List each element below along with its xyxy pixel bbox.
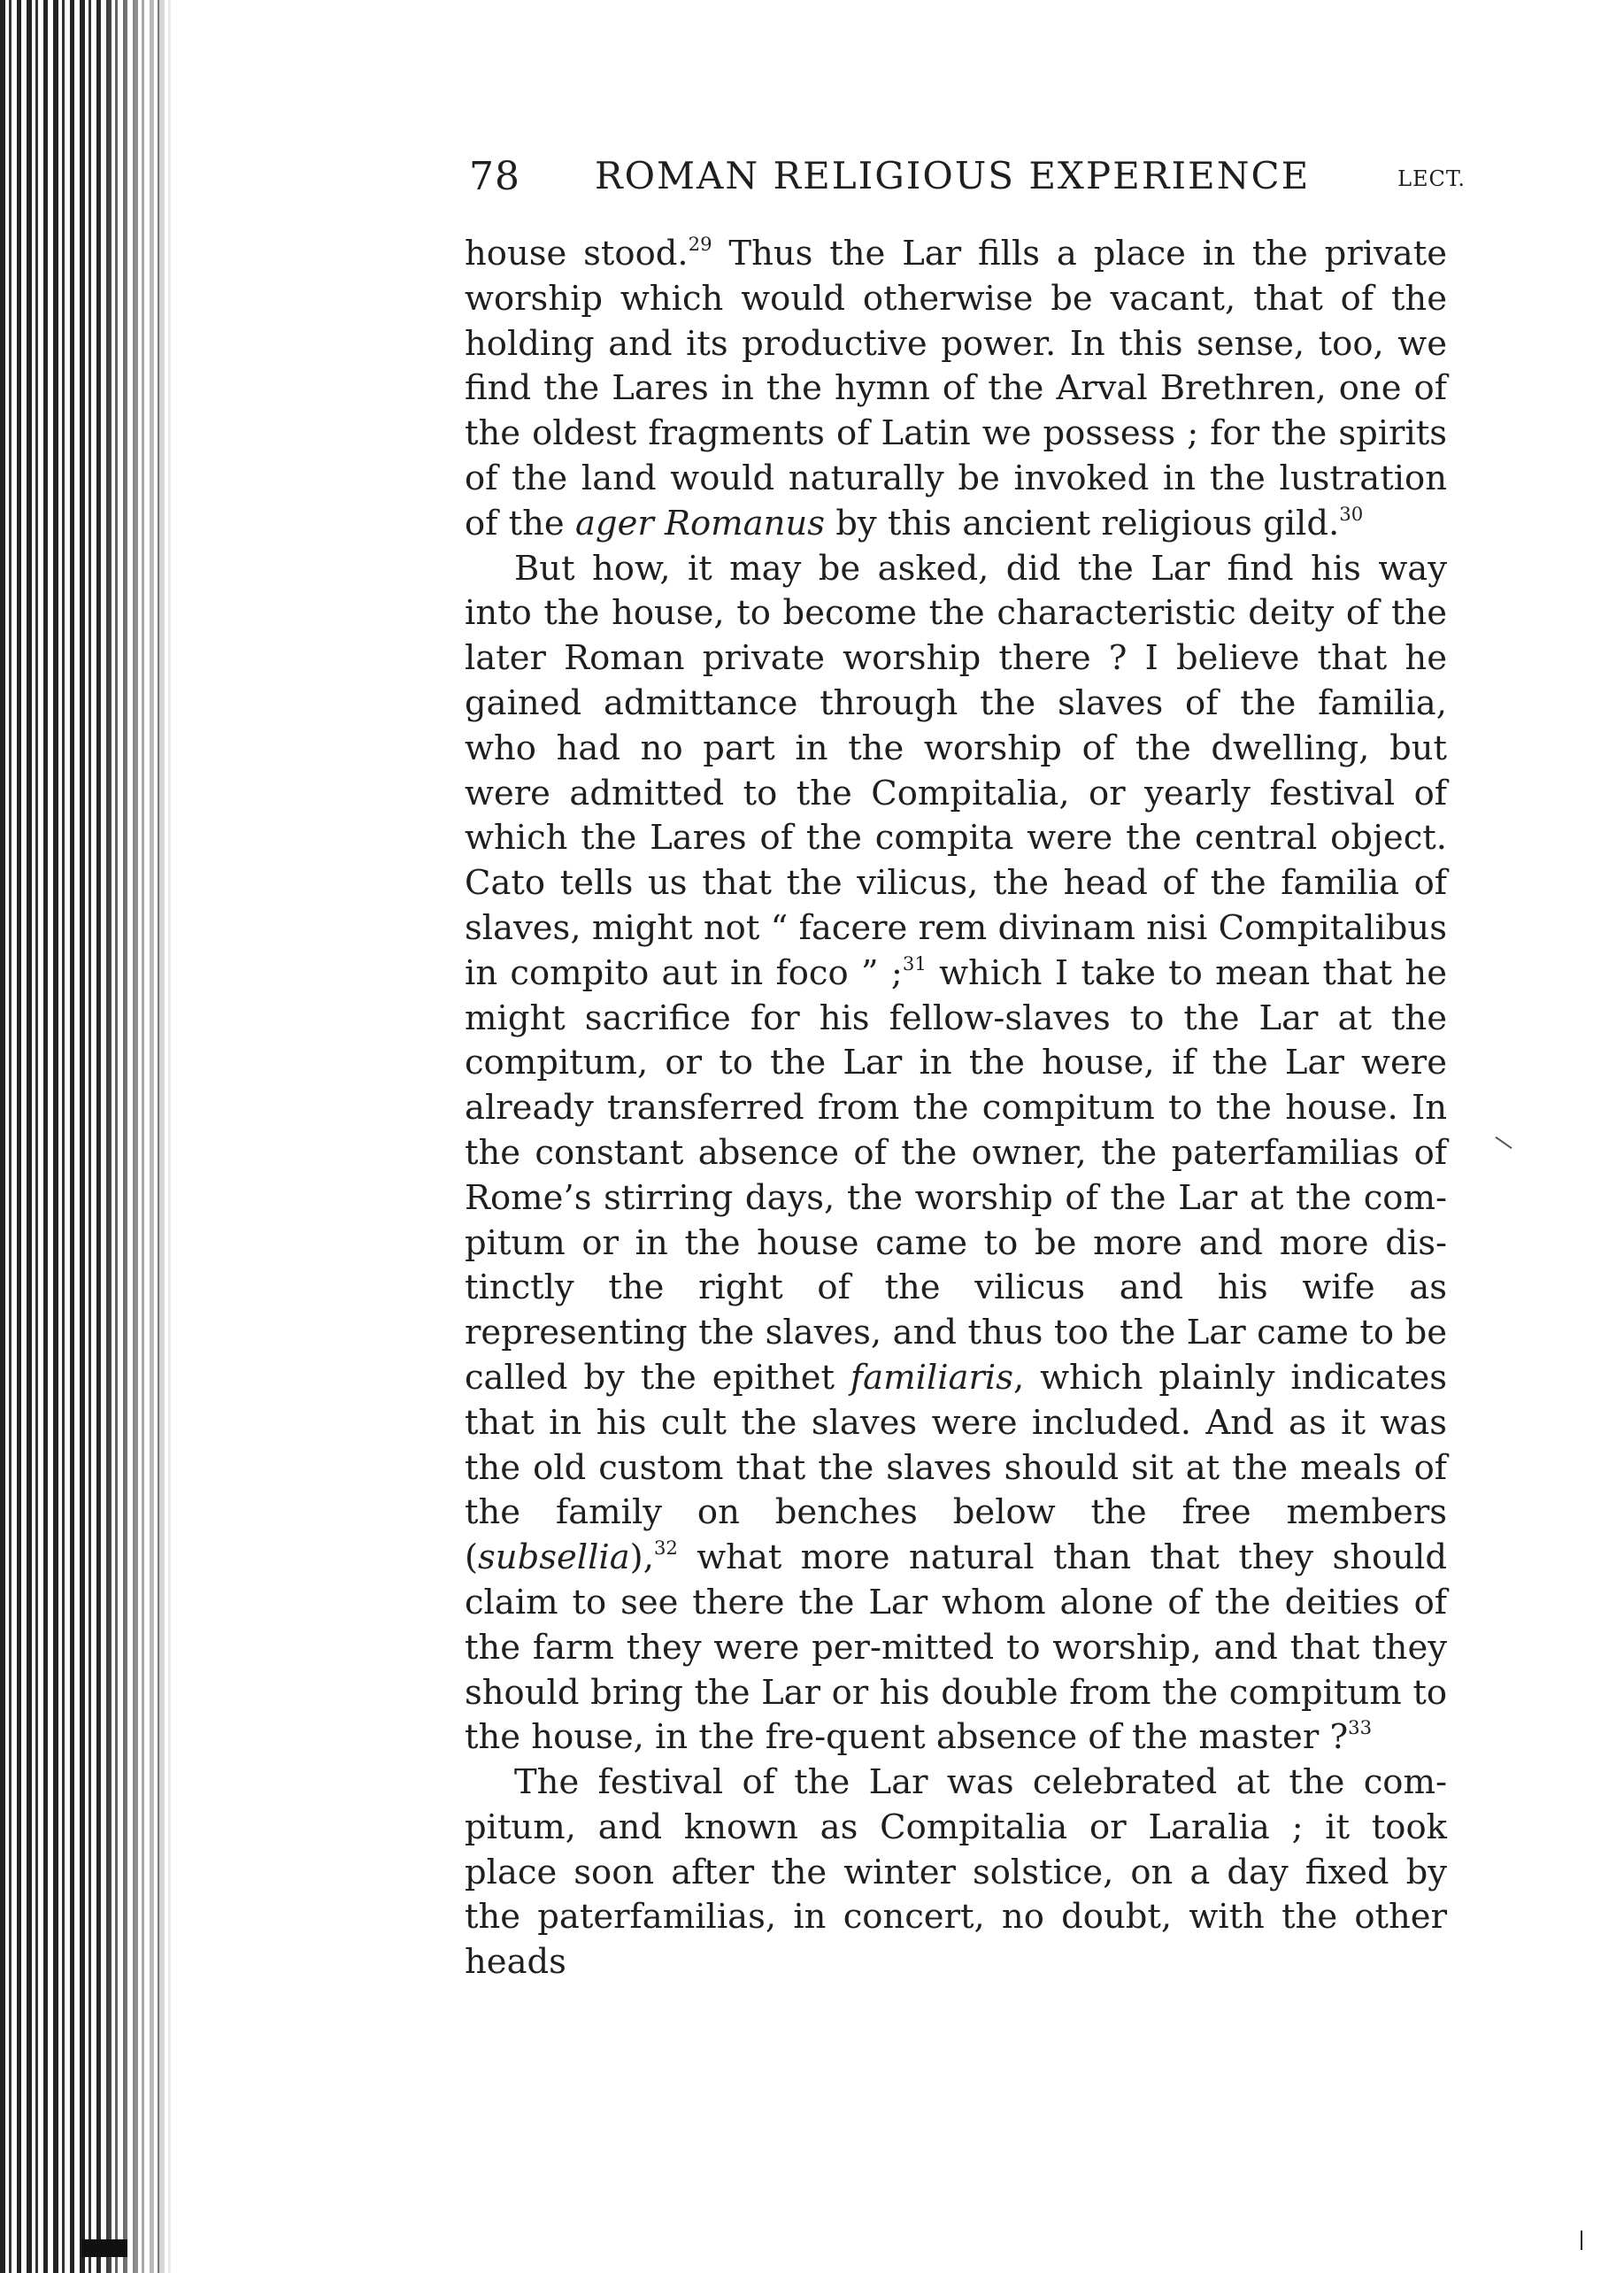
paragraph-2	[465, 547, 1447, 1761]
binding-scan-mark	[81, 2239, 127, 2257]
running-title: ROMAN RELIGIOUS EXPERIENCE	[595, 154, 1311, 197]
paragraph-text: which I take to mean that he might sacrifice for his fellow-slaves to the Lar at the compitum, or to the Lar in the house, if the Lar were already transferred from the compitum to the house. In the constant absence of the owner, the paterfamilias of Rome’s stirring days, the worship of the Lar at the com-pitum or in the house came to be more and more dis-tinctly the right of the vilicus and his wife as representing the slaves, and thus too the Lar came to be called by the epithet	[465, 952, 1447, 1398]
footnote-ref: 29	[688, 233, 712, 256]
running-head-lect: LECT.	[1397, 166, 1466, 191]
page-gutter-line	[158, 0, 159, 2273]
paragraph-text: what more natural than that they should claim to see there the Lar whom alone of the deities of the farm they were per-mitted to worship, and that they should bring the Lar or his double from the compitum to the house, in the fre-quent absence of the master ?	[465, 1537, 1447, 1758]
book-binding-scan	[0, 0, 177, 2273]
paragraph-3	[465, 1761, 1447, 1985]
body-text	[465, 232, 1447, 1985]
scan-mark	[1581, 2231, 1582, 2250]
footnote-ref: 30	[1339, 502, 1364, 525]
paragraph-text: The festival of the Lar was celebrated at the com-pitum, and known as Compitalia or Laralia ; it took place soon after the winter solstice, on a day fixed by the paterfamilias, in concert, no doubt, with the other heads	[465, 1762, 1447, 1983]
paragraph-text: by this ancient religious gild.	[824, 503, 1340, 543]
paragraph-text: But how, it may be asked, did the Lar find his way into the house, to become the characteristic deity of the later Roman private worship there ? I believe that he gained admittance through the slaves of the familia, who had no part in the worship of the dwelling, but were admitted to the Compitalia, or yearly festival of which the Lares of the compita were the central object. Cato tells us that the vilicus, the head of the familia of slaves, might not “ facere rem divinam nisi Compitalibus in compito aut in foco ” ;	[465, 548, 1447, 993]
paragraph-text: house stood.	[465, 234, 689, 274]
italic-term: familiaris	[850, 1357, 1013, 1398]
running-head	[469, 154, 1466, 207]
footnote-ref: 32	[653, 1537, 678, 1560]
paragraph-1	[465, 232, 1447, 547]
page-number: 78	[469, 154, 520, 199]
paragraph-text: , which plainly indicates that in his cult the slaves were included. And as it was the old custom that the slaves should sit at the meals of the family on benches below the free members (	[465, 1357, 1447, 1578]
scan-mark	[1495, 1136, 1512, 1149]
italic-term: ager Romanus	[574, 503, 825, 543]
paragraph-text: Thus the Lar fills a place in the private worship which would otherwise be vacant, that of the holding and its productive power. In this sense, too, we find the Lares in the hymn of the Arval Brethren, one of the oldest fragments of Latin we possess ; for the spirits of the land would naturally be invoked in the lustration of the	[465, 234, 1447, 543]
footnote-ref: 33	[1348, 1716, 1373, 1739]
footnote-ref: 31	[902, 952, 927, 975]
italic-term: subsellia	[478, 1537, 630, 1578]
paragraph-text: ),	[629, 1537, 654, 1578]
